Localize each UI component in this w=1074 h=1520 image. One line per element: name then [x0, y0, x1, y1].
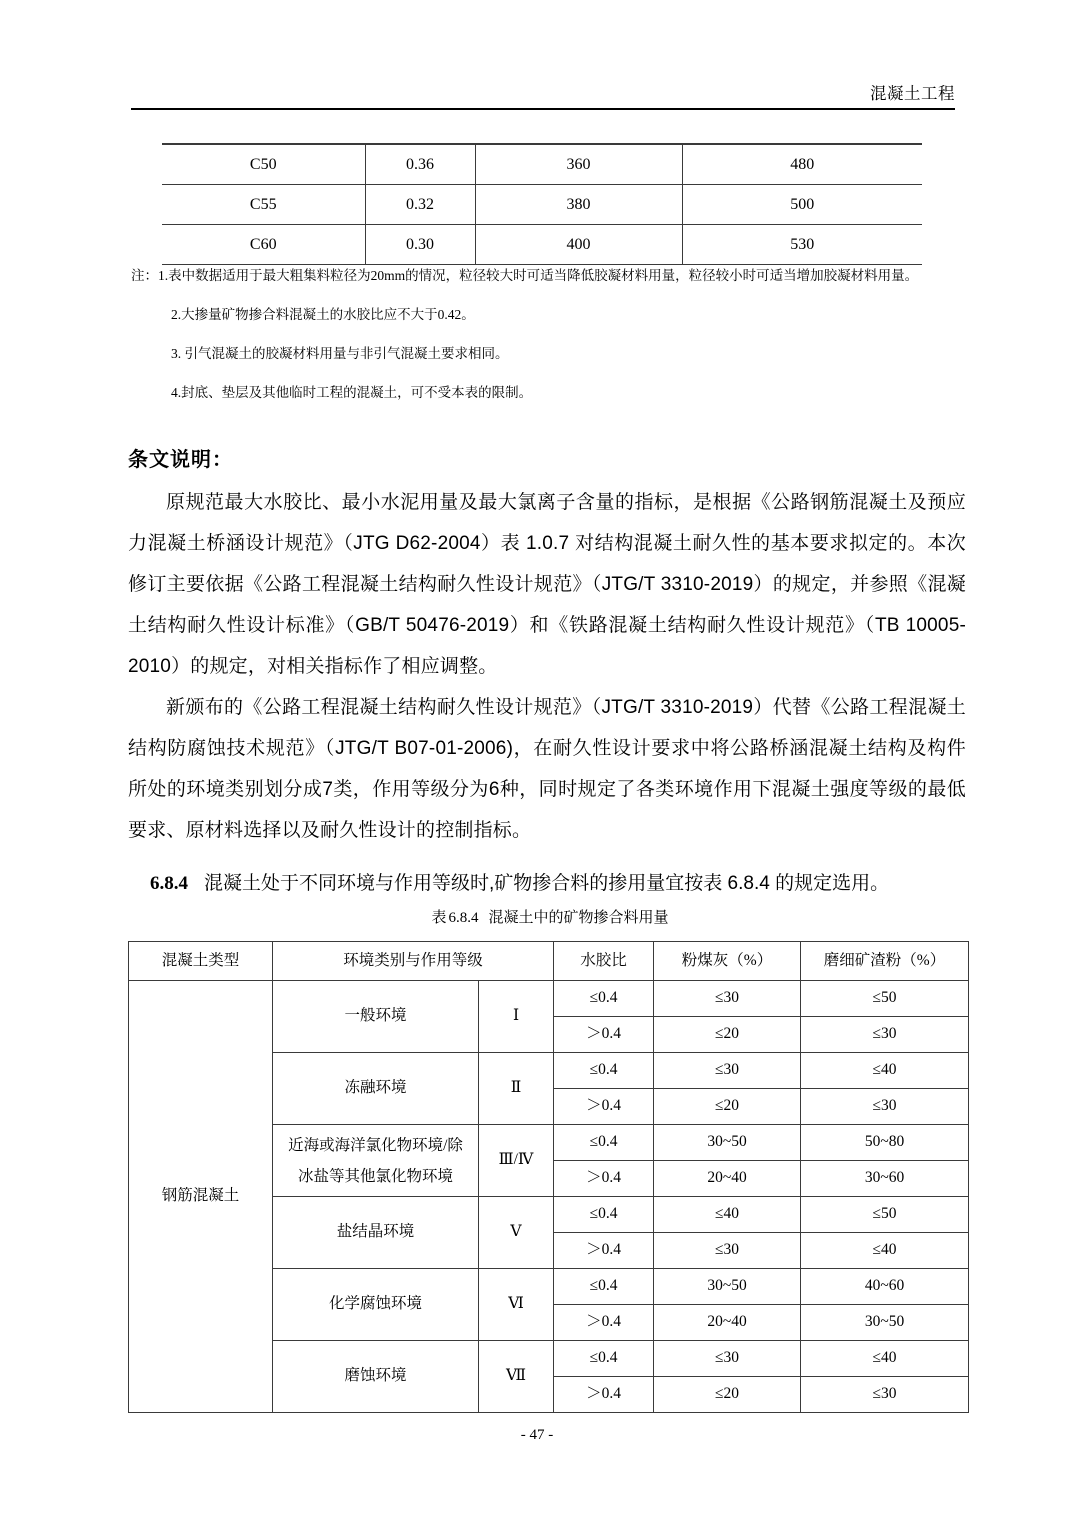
cell-fly-ash: 30~50 — [654, 1125, 801, 1161]
cell-fly-ash: ≤30 — [654, 1341, 801, 1377]
header-divider-rule — [131, 108, 955, 110]
note-text: 1.表中数据适用于最大粗集料粒径为20mm的情况，粒径较大时可适当降低胶凝材料用量，粒径较小时可适当增加胶凝材料用量。 — [158, 268, 919, 283]
mineral-admixture-dosage-table — [128, 941, 969, 1413]
continued-concrete-grade-table — [162, 143, 922, 265]
cell-environment-grade: Ⅶ — [479, 1341, 554, 1413]
page-number: - 47 - — [520, 1427, 554, 1443]
note-item — [131, 307, 961, 324]
header-slag-powder: 磨细矿渣粉（%） — [801, 942, 969, 981]
cell-environment-grade: Ⅱ — [479, 1053, 554, 1125]
cell-fly-ash: ≤20 — [654, 1017, 801, 1053]
header-environment-category: 环境类别与作用等级 — [273, 942, 554, 981]
cell-water-binder-ratio: ＞0.4 — [554, 1305, 654, 1341]
header-fly-ash: 粉煤灰（%） — [654, 942, 801, 981]
cell-max-binder: 500 — [682, 185, 922, 225]
table-notes — [131, 268, 961, 424]
cell-water-binder-ratio: ＞0.4 — [554, 1089, 654, 1125]
cell-environment-grade: Ⅴ — [479, 1197, 554, 1269]
cell-water-binder-ratio: 0.36 — [365, 144, 475, 185]
environment-name-line-2: 冰盐等其他氯化物环境 — [297, 1167, 453, 1185]
note-text: 3. 引气混凝土的胶凝材料用量与非引气混凝土要求相同。 — [171, 345, 509, 361]
cell-environment-name: 磨蚀环境 — [273, 1341, 479, 1413]
cell-slag-powder: 50~80 — [801, 1125, 969, 1161]
cell-slag-powder: ≤50 — [801, 981, 969, 1017]
cell-environment-name: 冻融环境 — [273, 1053, 479, 1125]
cell-water-binder-ratio: ≤0.4 — [554, 1053, 654, 1089]
continued-table-body — [162, 144, 922, 265]
table-caption — [131, 906, 969, 927]
clause-text: 混凝土处于不同环境与作用等级时,矿物掺合料的掺用量宜按表 6.8.4 的规定选用。 — [204, 873, 890, 894]
cell-water-binder-ratio: 0.32 — [365, 185, 475, 225]
explanation-paragraph-2: 新颁布的《公路工程混凝土结构耐久性设计规范》（JTG/T 3310-2019）代替《公路工程混凝土结构防腐蚀技术规范》（JTG/T B07-01-2006)，在耐久性设计要求中将公路桥涵混凝土结构及构件所处的环境类别划分成7类，作用等级分为6种，同时规定了各类环境作用下混凝土强度等级的最低要求、原材料选择以及耐久性设计的控制指标。 — [128, 697, 966, 841]
cell-grade: C55 — [162, 185, 365, 225]
cell-max-binder: 480 — [682, 144, 922, 185]
explanation-paragraph-2-container — [128, 687, 966, 851]
cell-max-binder: 530 — [682, 225, 922, 265]
table-row — [162, 144, 922, 185]
note-item — [131, 385, 961, 402]
table-row — [129, 981, 969, 1017]
cell-water-binder-ratio: ≤0.4 — [554, 1197, 654, 1233]
cell-fly-ash: ≤30 — [654, 1053, 801, 1089]
cell-min-cement: 380 — [475, 185, 682, 225]
main-table-body — [129, 981, 969, 1413]
environment-name-line-1: 近海或海洋氯化物环境/除 — [288, 1136, 463, 1154]
cell-environment-name: 化学腐蚀环境 — [273, 1269, 479, 1341]
cell-environment-name: 盐结晶环境 — [273, 1197, 479, 1269]
cell-water-binder-ratio: ＞0.4 — [554, 1161, 654, 1197]
table-header-row — [129, 942, 969, 981]
cell-fly-ash: 30~50 — [654, 1269, 801, 1305]
cell-fly-ash: 20~40 — [654, 1305, 801, 1341]
table-row — [162, 225, 922, 265]
running-header: 混凝土工程 — [870, 85, 955, 103]
cell-grade: C60 — [162, 225, 365, 265]
clause-number: 6.8.4 — [150, 873, 188, 894]
cell-water-binder-ratio: ＞0.4 — [554, 1233, 654, 1269]
cell-environment-grade: Ⅵ — [479, 1269, 554, 1341]
main-table-head — [129, 942, 969, 981]
cell-environment-name — [273, 1125, 479, 1197]
cell-slag-powder: ≤50 — [801, 1197, 969, 1233]
cell-fly-ash: ≤40 — [654, 1197, 801, 1233]
cell-min-cement: 360 — [475, 144, 682, 185]
header-concrete-type: 混凝土类型 — [129, 942, 273, 981]
cell-water-binder-ratio: 0.30 — [365, 225, 475, 265]
cell-slag-powder: ≤30 — [801, 1089, 969, 1125]
note-text: 2.大掺量矿物掺合料混凝土的水胶比应不大于0.42。 — [171, 306, 475, 322]
explanation-paragraph-1-container — [128, 482, 966, 687]
cell-fly-ash: ≤20 — [654, 1089, 801, 1125]
cell-water-binder-ratio: ≤0.4 — [554, 1125, 654, 1161]
table-row — [162, 185, 922, 225]
cell-slag-powder: 30~60 — [801, 1161, 969, 1197]
cell-slag-powder: ≤40 — [801, 1341, 969, 1377]
note-text: 4.封底、垫层及其他临时工程的混凝土，可不受本表的限制。 — [171, 384, 533, 400]
caption-title: 混凝土中的矿物掺合料用量 — [488, 909, 669, 926]
cell-slag-powder: ≤30 — [801, 1017, 969, 1053]
cell-slag-powder: ≤40 — [801, 1053, 969, 1089]
cell-fly-ash: ≤20 — [654, 1377, 801, 1413]
header-water-binder-ratio: 水胶比 — [554, 942, 654, 981]
cell-min-cement: 400 — [475, 225, 682, 265]
explanation-heading: 条文说明： — [128, 449, 233, 471]
cell-grade: C50 — [162, 144, 365, 185]
cell-slag-powder: 30~50 — [801, 1305, 969, 1341]
note-item — [131, 346, 961, 363]
cell-environment-name: 一般环境 — [273, 981, 479, 1053]
cell-slag-powder: ≤40 — [801, 1233, 969, 1269]
caption-number: 6.8.4 — [448, 910, 479, 926]
cell-environment-grade: Ⅲ/Ⅳ — [479, 1125, 554, 1197]
note-item — [131, 268, 961, 285]
clause-6-8-4 — [150, 868, 970, 895]
cell-water-binder-ratio: ＞0.4 — [554, 1377, 654, 1413]
cell-slag-powder: ≤30 — [801, 1377, 969, 1413]
cell-fly-ash: 20~40 — [654, 1161, 801, 1197]
cell-concrete-type: 钢筋混凝土 — [129, 981, 273, 1413]
cell-water-binder-ratio: ＞0.4 — [554, 1017, 654, 1053]
cell-water-binder-ratio: ≤0.4 — [554, 1341, 654, 1377]
notes-label: 注： — [131, 268, 158, 283]
caption-prefix: 表 — [431, 909, 447, 926]
cell-fly-ash: ≤30 — [654, 981, 801, 1017]
cell-environment-grade: Ⅰ — [479, 981, 554, 1053]
explanation-paragraph-1: 原规范最大水胶比、最小水泥用量及最大氯离子含量的指标，是根据《公路钢筋混凝土及预应力混凝土桥涵设计规范》（JTG D62-2004）表 1.0.7 对结构混凝土耐久性的基本要求拟定的。本次修订主要依据《公路工程混凝土结构耐久性设计规范》（JTG/T 3310-2019）的规定，并参照《混凝土结构耐久性设计标准》（GB/T 50476-2019）和《铁路混凝土结构耐久性设计规范》（TB 10005-2010）的规定，对相关指标作了相应调整。 — [128, 492, 966, 677]
cell-water-binder-ratio: ≤0.4 — [554, 981, 654, 1017]
cell-water-binder-ratio: ≤0.4 — [554, 1269, 654, 1305]
cell-slag-powder: 40~60 — [801, 1269, 969, 1305]
cell-fly-ash: ≤30 — [654, 1233, 801, 1269]
